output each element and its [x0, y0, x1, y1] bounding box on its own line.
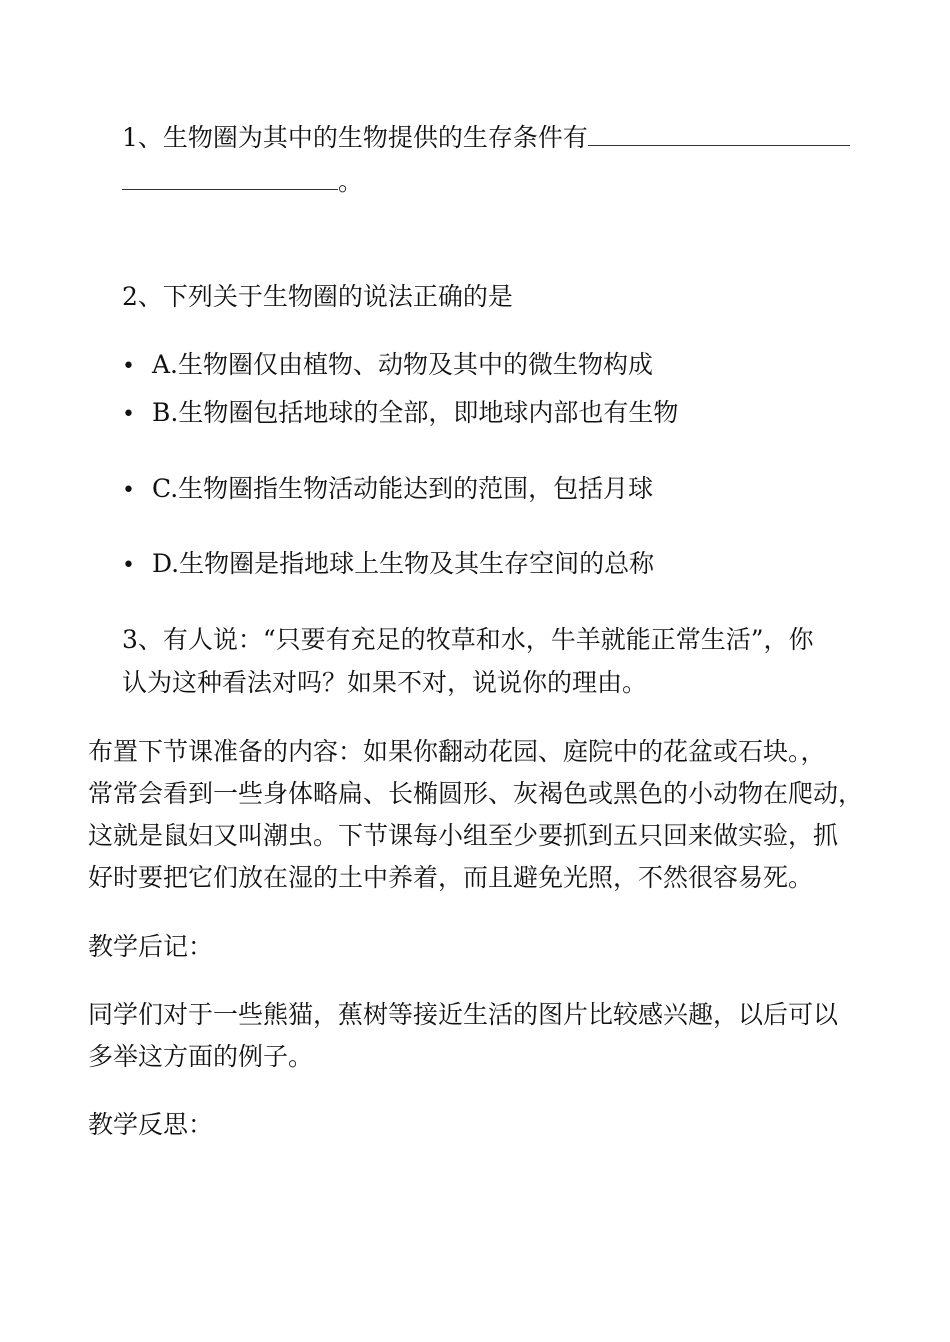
option-b-text: B.生物圈包括地球的全部，即地球内部也有生物 — [152, 398, 679, 427]
bullet-icon: • — [122, 553, 135, 578]
prep-line-4: 好时要把它们放在湿的土中养着，而且避免光照，不然很容易死。 — [88, 863, 814, 892]
question-1-line-2 — [122, 164, 363, 200]
reflection-heading: 教学反思： — [88, 1110, 214, 1139]
prep-line-3: 这就是鼠妇又叫潮虫。下节课每小组至少要抓到五只回来做实验，抓 — [88, 821, 839, 850]
answer-blank-continued[interactable] — [122, 165, 338, 190]
question-1-text: 1、生物圈为其中的生物提供的生存条件有 — [122, 123, 588, 152]
option-b[interactable] — [122, 395, 678, 433]
prep-line-1: 布置下节课准备的内容：如果你翻动花园、庭院中的花盆或石块。， — [88, 737, 826, 766]
option-d[interactable] — [122, 546, 654, 584]
bullet-icon: • — [122, 402, 135, 427]
option-c-text: C.生物圈指生物活动能达到的范围，包括月球 — [152, 474, 654, 503]
question-3-line-2: 认为这种看法对吗？如果不对，说说你的理由。 — [122, 668, 648, 697]
bullet-icon: • — [122, 478, 135, 503]
question-1-end: 。 — [338, 167, 364, 196]
question-1-line-1 — [122, 120, 850, 156]
bullet-icon: • — [122, 354, 135, 379]
question-3-line-1: 3、有人说：“只要有充足的牧草和水，牛羊就能正常生活”，你 — [122, 625, 814, 654]
option-c[interactable] — [122, 471, 653, 509]
option-a[interactable] — [122, 347, 653, 385]
prep-line-2: 常常会看到一些身体略扁、长椭圆形、灰褐色或黑色的小动物在爬动， — [88, 779, 864, 808]
postscript-heading: 教学后记： — [88, 932, 214, 961]
postscript-line-2: 多举这方面的例子。 — [88, 1042, 314, 1071]
answer-blank[interactable] — [588, 121, 850, 146]
question-2-text: 2、下列关于生物圈的说法正确的是 — [122, 282, 513, 311]
option-d-text: D.生物圈是指地球上生物及其生存空间的总称 — [152, 549, 655, 578]
postscript-line-1: 同学们对于一些熊猫，蕉树等接近生活的图片比较感兴趣，以后可以 — [88, 1000, 839, 1029]
option-a-text: A.生物圈仅由植物、动物及其中的微生物构成 — [152, 350, 654, 379]
